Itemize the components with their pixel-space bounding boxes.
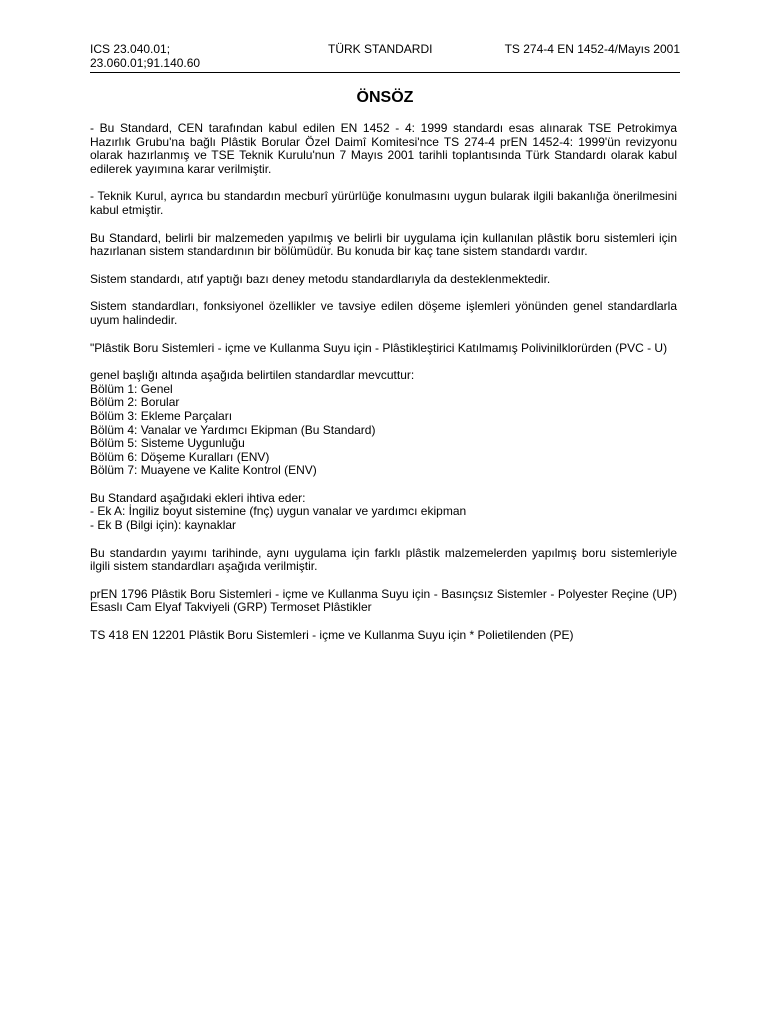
annex-block bbox=[90, 492, 677, 533]
paragraph: TS 418 EN 12201 Plâstik Boru Sistemleri - içme ve Kullanma Suyu için * Polietilenden (PE) bbox=[90, 628, 574, 643]
list-item: Bölüm 6: Döşeme Kuralları (ENV) bbox=[90, 449, 270, 464]
paragraph: Sistem standardı, atıf yaptığı bazı deney metodu standardlarıyla da desteklenmektedir. bbox=[90, 271, 551, 286]
paragraph: - Bu Standard, CEN tarafından kabul edilen EN 1452 - 4: 1999 standardı esas alınarak TSE Petrokimya Hazırlık Grubu'na bağlı Plâstik Borular Özel Daimî Komitesi'nce TS 274-4 prEN 1452-4: 1999'ün revizyonu olarak hazırlanmış ve TSE Teknik Kurulu'nun 7 Mayıs 2001 tarihli toplantısında Türk Standardı olarak kabul edilerek yayımına karar verilmiştir. bbox=[90, 121, 677, 176]
paragraph: prEN 1796 Plâstik Boru Sistemleri - içme ve Kullanma Suyu için - Basınçsız Sistemler - Polyester Reçine (UP) Esaslı Cam Elyaf Takviyeli (GRP) Termoset Plâstikler bbox=[90, 586, 677, 615]
paragraph: Sistem standardları, fonksiyonel özellikler ve tavsiye edilen döşeme işlemleri yönünden genel standardlarla uyum halindedir. bbox=[90, 299, 677, 327]
list-item: Bölüm 4: Vanalar ve Yardımcı Ekipman (Bu Standard) bbox=[90, 422, 376, 437]
ics-code-line-2: 23.060.01;91.140.60 bbox=[90, 56, 201, 70]
list-item: Bölüm 5: Sisteme Uygunluğu bbox=[90, 436, 245, 451]
list-item: Bölüm 2: Borular bbox=[90, 395, 180, 410]
list-item: genel başlığı altında aşağıda belirtilen standardlar mevcuttur: bbox=[90, 368, 415, 383]
page-header bbox=[90, 42, 680, 71]
standard-type-label: TÜRK STANDARDI bbox=[328, 42, 433, 56]
paragraph: Bu standardın yayımı tarihinde, aynı uygulama için farklı plâstik malzemelerden yapılmış boru sistemleriyle ilgili sistem standardları aşağıda verilmiştir. bbox=[90, 545, 677, 574]
series-title: "Plâstik Boru Sistemleri - içme ve Kullanma Suyu için - Plâstikleştirici Katılmamış Polivinilklorürden (PVC - U) bbox=[90, 340, 668, 355]
standard-series-block bbox=[90, 342, 677, 356]
document-body bbox=[90, 122, 677, 657]
list-item: Bu Standard aşağıdaki ekleri ihtiva eder: bbox=[90, 490, 306, 505]
list-item: - Ek B (Bilgi için): kaynaklar bbox=[90, 518, 237, 533]
paragraph: - Teknik Kurul, ayrıca bu standardın mecburî yürürlüğe konulmasını uygun bularak ilgili bakanlığa önerilmesini kabul etmiştir. bbox=[90, 189, 677, 217]
paragraph: Bu Standard, belirli bir malzemeden yapılmış ve belirli bir uygulama için kullanılan plâstik boru sistemleri için hazırlanan sistem standardının bir bölümüdür. Bu konuda bir kaç tane sistem standardı vardır. bbox=[90, 230, 677, 259]
list-item: Bölüm 3: Ekleme Parçaları bbox=[90, 408, 233, 423]
ics-code bbox=[90, 42, 270, 70]
standard-number: TS 274-4 EN 1452-4/Mayıs 2001 bbox=[504, 42, 680, 56]
list-item: Bölüm 7: Muayene ve Kalite Kontrol (ENV) bbox=[90, 463, 317, 478]
page-title: ÖNSÖZ bbox=[356, 89, 414, 106]
list-item: - Ek A: İngiliz boyut sistemine (fnç) uygun vanalar ve yardımcı ekipman bbox=[90, 504, 467, 519]
list-item: Bölüm 1: Genel bbox=[90, 381, 173, 396]
ics-code-line-1: ICS 23.040.01; bbox=[90, 42, 171, 56]
header-divider bbox=[90, 72, 680, 73]
